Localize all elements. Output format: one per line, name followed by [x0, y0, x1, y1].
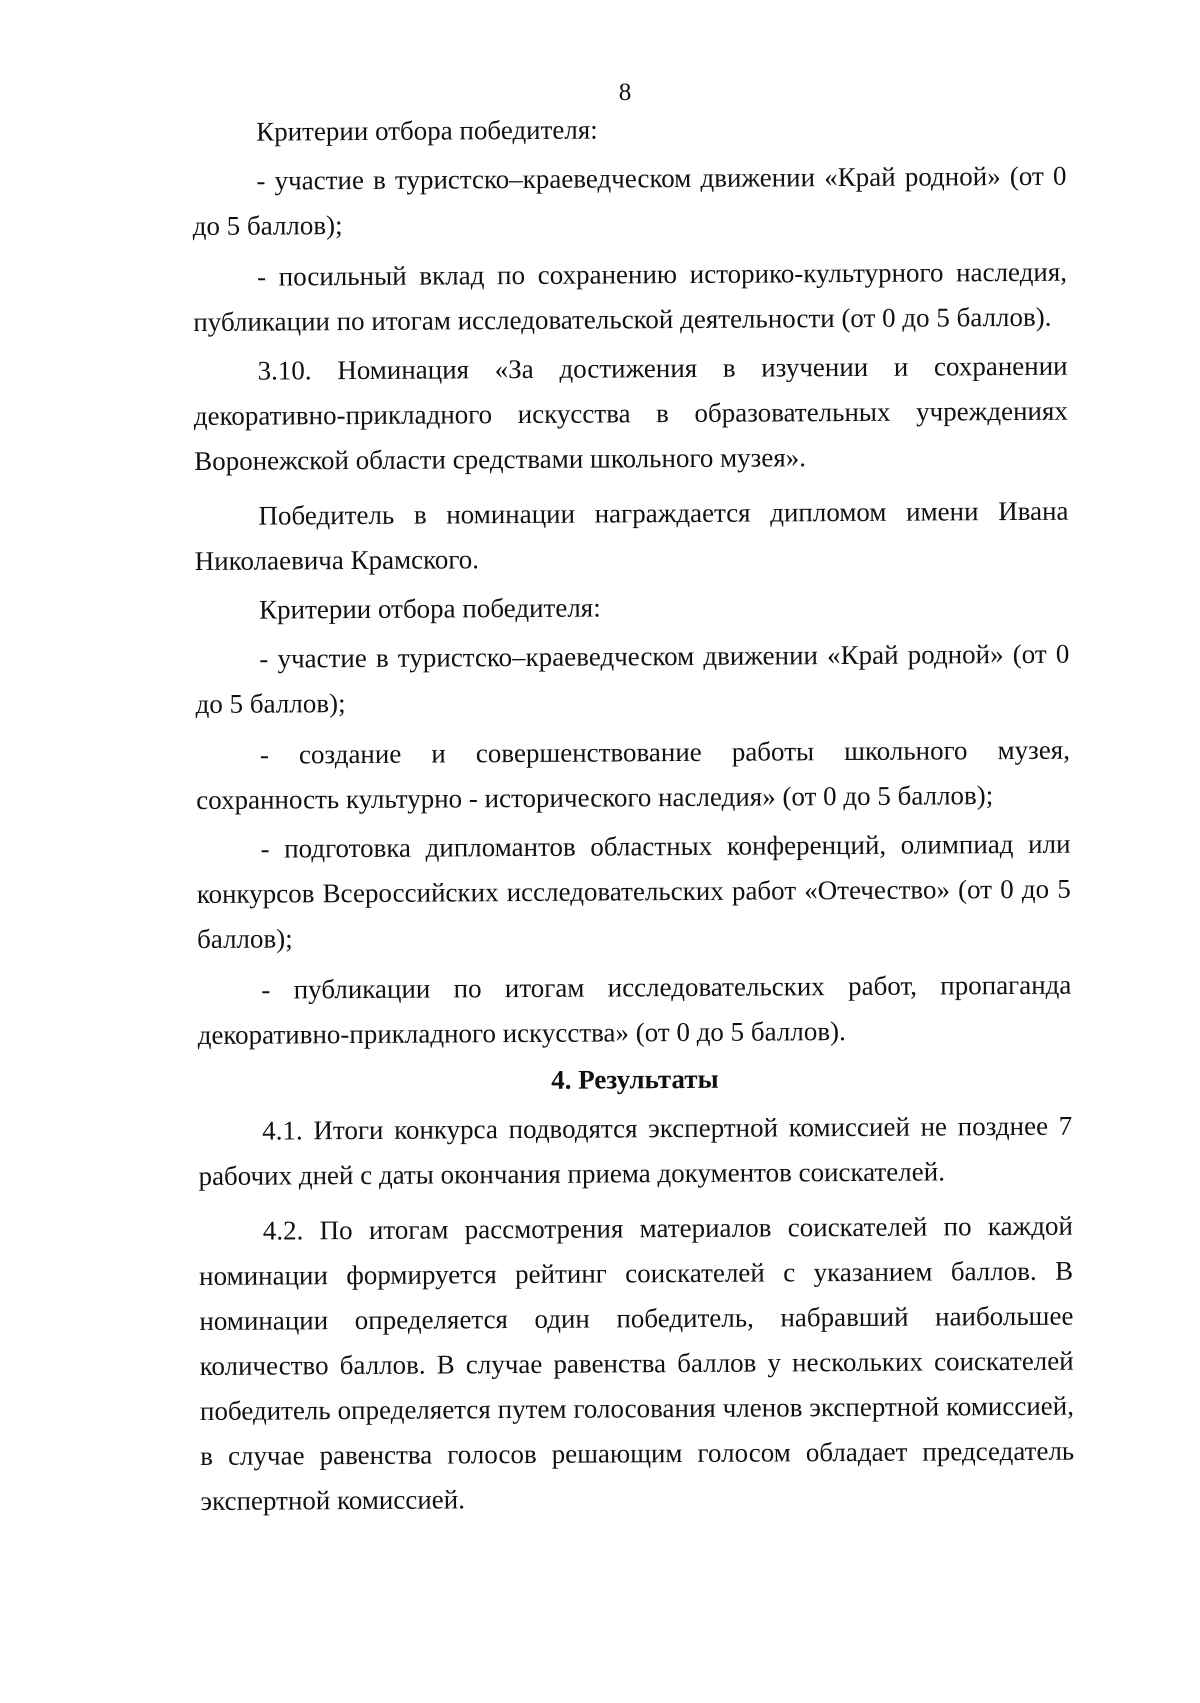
winner-paragraph: Победитель в номинации награждается дипломом имени Ивана Николаевича Крамского.	[194, 495, 1069, 576]
criteria-item: - участие в туристско–краеведческом движении «Край родной» (от 0 до 5 баллов);	[195, 638, 1070, 719]
document-body	[192, 105, 1075, 1524]
page-number: 8	[618, 79, 632, 106]
criteria-heading: Критерии отбора победителя:	[256, 114, 598, 147]
nomination-paragraph: 3.10. Номинация «За достижения в изучении и сохранении декоративно-прикладного искусства в образовательных учреждениях Воронежской области средствами школьного музея».	[193, 350, 1068, 476]
criteria-item: - создание и совершенствование работы школьного музея, сохранность культурно - исторического наследия» (от 0 до 5 баллов);	[196, 734, 1071, 815]
results-paragraph: 4.1. Итоги конкурса подводятся экспертной комиссией не позднее 7 рабочих дней с даты окончания приема документов соискателей.	[198, 1110, 1073, 1191]
criteria-item: - участие в туристско–краеведческом движении «Край родной» (от 0 до 5 баллов);	[192, 160, 1067, 241]
section-heading: 4. Результаты	[551, 1063, 719, 1095]
criteria-item: - публикации по итогам исследовательских работ, пропаганда декоративно-прикладного искусства» (от 0 до 5 баллов).	[197, 969, 1072, 1050]
results-paragraph: 4.2. По итогам рассмотрения материалов соискателей по каждой номинации формируется рейтинг соискателей с указанием баллов. В номинации определяется один победитель, набравший наибольшее количество баллов. В случае равенства баллов у нескольких соискателей победитель определяется путем голосования членов экспертной комиссией, в случае равенства голосов решающим голосом обладает председатель экспертной комиссией.	[199, 1210, 1075, 1516]
criteria-item: - подготовка дипломантов областных конференций, олимпиад или конкурсов Всероссийских исследовательских работ «Отечество» (от 0 до 5 баллов);	[196, 828, 1071, 954]
criteria-item: - посильный вклад по сохранению историко-культурного наследия, публикации по итогам исследовательской деятельности (от 0 до 5 баллов).	[193, 256, 1068, 337]
criteria-heading: Критерии отбора победителя:	[258, 592, 601, 625]
